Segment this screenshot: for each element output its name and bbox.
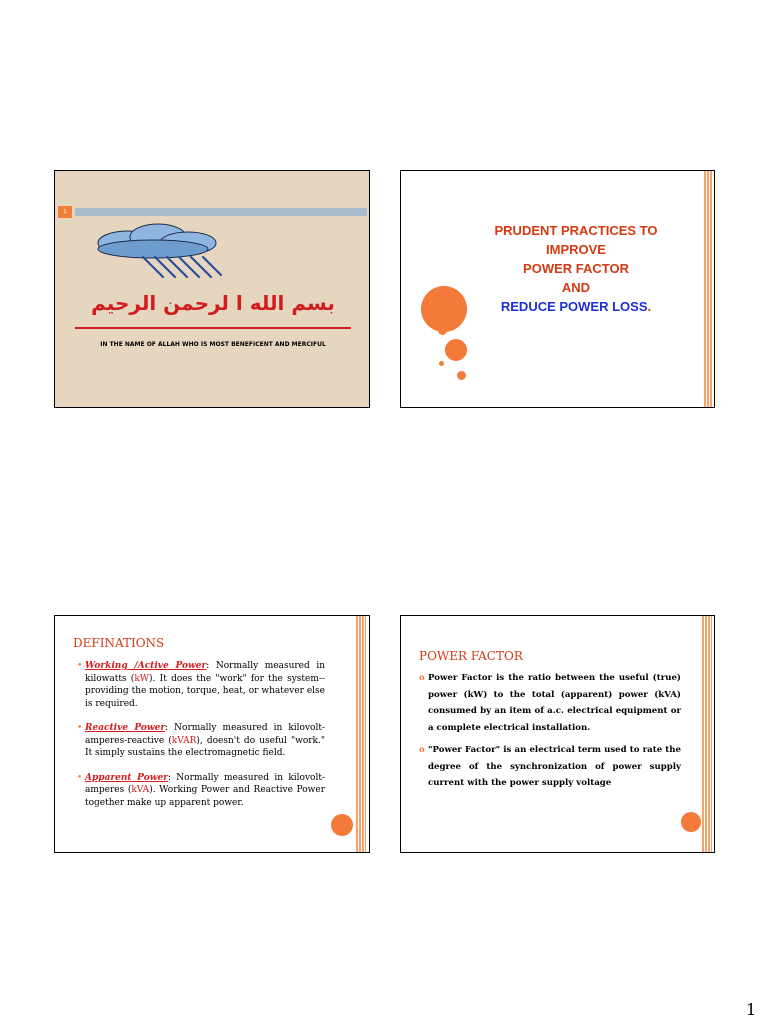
definition-text: : Normally measured in kilovolt-amperes ( (85, 772, 325, 795)
decor-circle (681, 812, 701, 832)
title-line-4: AND (561, 280, 591, 295)
bismillah-translation: IN THE NAME OF ALLAH WHO IS MOST BENEFICENT AND MERCIFUL (100, 341, 326, 348)
list-item (85, 660, 325, 710)
divider-line (75, 327, 351, 329)
slide-1-number: 1 (58, 206, 72, 218)
presentation-title (461, 221, 691, 316)
slide-4-power-factor (400, 615, 715, 853)
slide-heading: POWER FACTOR (419, 649, 523, 663)
title-line-2: IMPROVE (546, 242, 606, 257)
definition-text: ), doesn't do useful "work." It simply sustains the electromagnetic field. (85, 735, 325, 758)
decor-circle-small (457, 371, 466, 380)
list-item: o Power Factor is the ratio between the useful (true) power (kW) to the total (apparent) power (kVA) consumed by an item of a.c. electrical equipment or a complete electrical installation. (419, 670, 681, 736)
definition-term: Reactive Power (85, 723, 166, 733)
decor-circle-tiny (439, 361, 444, 366)
list-item: o "Power Factor" is an electrical term used to rate the degree of the synchronization of power supply current with the power supply voltage (419, 742, 681, 792)
decor-circle-large (421, 286, 467, 332)
definitions-list (85, 660, 325, 821)
bismillah-text: بسم الله ا لرحمن الرحيم (91, 291, 335, 315)
slide-3-definitions (54, 615, 370, 853)
definition-unit: kW (134, 673, 150, 684)
definition-text: ). Working Power and Reactive Power together make up apparent power. (85, 785, 325, 808)
slide-4-stripe (702, 616, 712, 852)
rain-cloud-icon (83, 221, 233, 281)
slide-2-title (400, 170, 715, 408)
title-line-5 (461, 297, 691, 316)
title-period: . (647, 299, 652, 314)
slide-2-stripe (704, 171, 712, 407)
title-blue-text: REDUCE POWER LOSS (500, 299, 648, 314)
slide-3-stripe (356, 616, 366, 852)
decor-circle (331, 814, 353, 836)
slide-heading: DEFINATIONS (73, 636, 165, 650)
list-item (85, 772, 325, 810)
title-line-3: POWER FACTOR (523, 261, 629, 276)
definition-term: Apparent Power (85, 772, 168, 783)
power-factor-list (419, 670, 681, 798)
page-number: 1 (746, 1000, 757, 1019)
slide-1-title (54, 170, 370, 408)
slide-1-top-bar (75, 208, 367, 216)
definition-text: : Normally measured in kilowatts ( (85, 661, 325, 684)
list-item (85, 722, 325, 760)
decor-circle-medium (445, 339, 467, 361)
definition-text: ). It does the "work" for the system--providing the motion, torque, heat, or whatever else is required. (85, 673, 325, 709)
definition-unit: kVAR (171, 735, 197, 746)
decor-circle-small (438, 326, 447, 335)
definition-unit: kVA (131, 785, 150, 795)
title-line-1: PRUDENT PRACTICES TO (494, 223, 658, 238)
definition-term: Working /Active Power (85, 661, 207, 671)
definition-text: : Normally measured in kilovolt-amperes-reactive ( (85, 723, 325, 746)
